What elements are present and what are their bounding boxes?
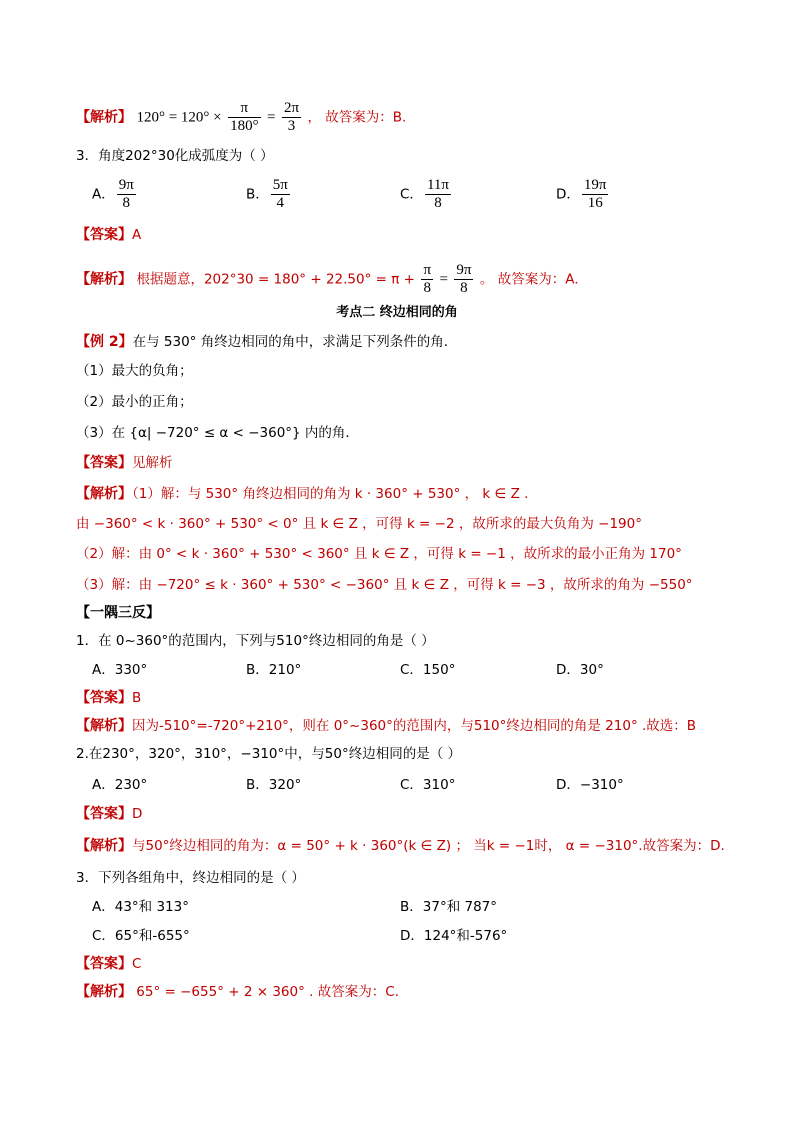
example-item-1: （1）最大的负角； (76, 363, 193, 379)
analysis-expr: 120° = 120° × (136, 109, 222, 126)
option-d: D． $\frac{19\pi}{16}$ (556, 177, 607, 211)
option-d: D．−310° (556, 777, 624, 793)
question-stem: 2.在230°，320°，310°，−310°中，与50°终边相同的是（ ） (76, 746, 461, 762)
analysis-line-3: 【解析】（1）解：与 530° 角终边相同的角为 k · 360° + 530° ， k ∈ Z . (76, 486, 529, 502)
analysis-line-2: 【解析】 根据题意，202°30 = 180° + 22.50° = π + $\frac{\pi}{8}$ = $\frac{9\pi}{8}$ 。 故答案为：A. (76, 262, 579, 296)
option-c: C．65°和-655° (92, 928, 190, 944)
analysis-line-9: 【解析】 65° = −655° + 2 × 360° . 故答案为：C. (76, 984, 399, 1000)
option-a: A． $\frac{9\pi}{8}$ (92, 177, 134, 211)
practice-heading: 【一隅三反】 (76, 605, 160, 621)
answer-line: 【答案】C (76, 956, 142, 972)
option-a: A．230° (92, 777, 148, 793)
example-item-3: （3）在 {α| −720° ≤ α < −360°} 内的角． (76, 425, 359, 441)
answer-line: 【答案】B (76, 690, 142, 706)
question-stem: 1．在 0~360°的范围内，下列与510°终边相同的角是（ ） (76, 633, 435, 649)
option-c: C． $\frac{11\pi}{8}$ (400, 177, 449, 211)
option-c: C．310° (400, 777, 456, 793)
option-b: B．37°和 787° (400, 899, 497, 915)
analysis-tail: ， 故答案为：B. (307, 109, 407, 126)
option-b: B．320° (246, 777, 302, 793)
question-stem: 3．角度202°30化成弧度为（ ） (76, 148, 274, 164)
analysis-line-8: 【解析】与50°终边相同的角为：α = 50° + k · 360°(k ∈ Z) ； 当k = −1时， α = −310°.故答案为：D. (76, 838, 725, 854)
example-item-2: （2）最小的正角； (76, 394, 193, 410)
analysis-label: 【解析】 (76, 109, 132, 126)
question-stem: 3．下列各组角中，终边相同的是（ ） (76, 870, 305, 886)
option-c: C．150° (400, 662, 456, 678)
option-b: B．210° (246, 662, 302, 678)
answer-line: 【答案】D (76, 806, 143, 822)
fraction: $\frac{\pi}{180^\circ}$ (230, 100, 259, 134)
analysis-line-6: （3）解：由 −720° ≤ k · 360° + 530° < −360° 且 k ∈ Z ，可得 k = −3 ，故所求的角为 −550° (76, 577, 693, 593)
answer-line: 【答案】见解析 (76, 455, 173, 471)
analysis-line-7: 【解析】因为-510°=-720°+210°，则在 0°~360°的范围内，与510°终边相同的角是 210° .故选：B (76, 718, 697, 734)
analysis-line-4: 由 −360° < k · 360° + 530° < 0° 且 k ∈ Z ，可得 k = −2 ，故所求的最大负角为 −190° (76, 516, 642, 532)
option-d: D．30° (556, 662, 604, 678)
option-d: D．124°和-576° (400, 928, 508, 944)
analysis-line-5: （2）解：由 0° < k · 360° + 530° < 360° 且 k ∈ Z ，可得 k = −1 ，故所求的最小正角为 170° (76, 546, 682, 562)
fraction: $\frac{2\pi}{3}$ (283, 100, 300, 134)
option-a: A．43°和 313° (92, 899, 189, 915)
answer-line: 【答案】A (76, 227, 142, 243)
example-stem: 【例 2】在与 530° 角终边相同的角中，求满足下列条件的角． (76, 334, 458, 350)
analysis-line-1: 【解析】 120° = 120° × $\frac{\pi}{180^\circ}$ = $\frac{2\pi}{3}$ ， 故答案为：B. (76, 100, 407, 134)
option-b: B． $\frac{5\pi}{4}$ (246, 177, 288, 211)
section-heading: 考点二 终边相同的角 (336, 305, 458, 320)
option-a: A．330° (92, 662, 148, 678)
